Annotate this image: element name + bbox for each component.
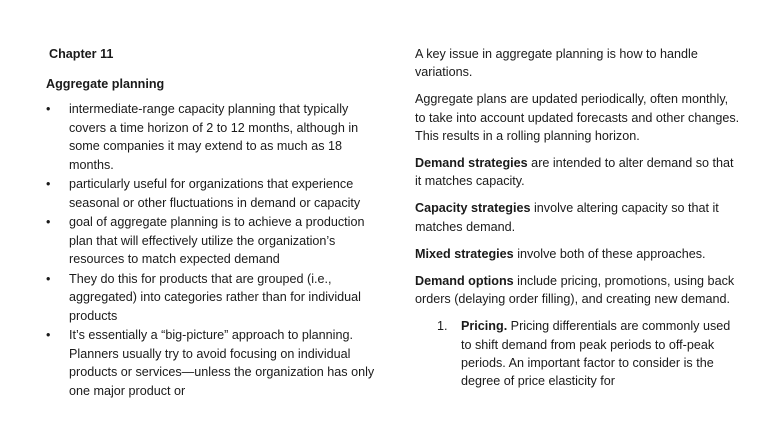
list-number: 1. (437, 319, 448, 334)
bullet-text: goal of aggregate planning is to achieve a production plan that will effectively utilize the organization’s resources to match expected demand (69, 215, 365, 266)
paragraph-variations: A key issue in aggregate planning is how to handle variations. (415, 47, 698, 80)
list-item (46, 100, 376, 174)
paragraph-mixed-strategies (415, 245, 740, 263)
bullet-glyph: • (46, 102, 51, 116)
term-mixed-strategies: Mixed strategies (415, 246, 514, 261)
definition-demand-strategies: are intended to alter demand so that it matches capacity. (415, 156, 734, 189)
paragraph-capacity-strategies (415, 199, 740, 235)
list-item (46, 213, 376, 269)
bullet-glyph: • (46, 271, 51, 286)
definition-capacity-strategies: involve altering capacity so that it matches demand. (415, 201, 719, 234)
term-capacity-strategies: Capacity strategies (415, 201, 531, 216)
bullet-text: They do this for products that are grouped (i.e., aggregated) into categories rather than for individual products (69, 271, 361, 323)
list-item (46, 326, 376, 400)
bullet-glyph: • (46, 177, 51, 191)
option-text: Pricing differentials are commonly used to shift demand from peak periods to off-peak periods. An important factor to consider is the degree of price elasticity for (461, 319, 731, 389)
term-demand-strategies: Demand strategies (415, 156, 528, 171)
bullet-glyph: • (46, 215, 51, 229)
paragraph-demand-options (415, 272, 740, 308)
chapter-heading: Chapter 11 (49, 47, 114, 61)
paragraph-demand-strategies (415, 154, 740, 190)
definition-demand-options: include pricing, promotions, using back orders (delaying order filling), and creating new demand. (415, 274, 735, 307)
list-item (46, 175, 376, 212)
list-item (437, 317, 740, 390)
paragraph-rolling-horizon: Aggregate plans are updated periodically, often monthly, to take into account updated forecasts and other changes. This results in a rolling planning horizon. (415, 92, 740, 143)
bullet-text: It’s essentially a “big-picture” approach to planning. Planners usually try to avoid focusing on individual products or services—unless the organization has only one major product or (69, 328, 375, 398)
term-demand-options: Demand options (415, 274, 514, 289)
bullet-glyph: • (46, 328, 51, 342)
section-title: Aggregate planning (46, 77, 165, 91)
definition-mixed-strategies: involve both of these approaches. (513, 246, 706, 261)
list-item (46, 270, 376, 326)
bullet-text: intermediate-range capacity planning that typically covers a time horizon of 2 to 12 months, although in some companies it may extend to as much as 18 months. (69, 102, 359, 172)
option-term: Pricing. (461, 319, 508, 334)
left-column (46, 45, 376, 401)
numbered-list (415, 317, 740, 390)
bullet-text: particularly useful for organizations that experience seasonal or other fluctuations in demand or capacity (69, 177, 361, 210)
bullet-list (46, 100, 376, 400)
right-column (415, 45, 740, 390)
